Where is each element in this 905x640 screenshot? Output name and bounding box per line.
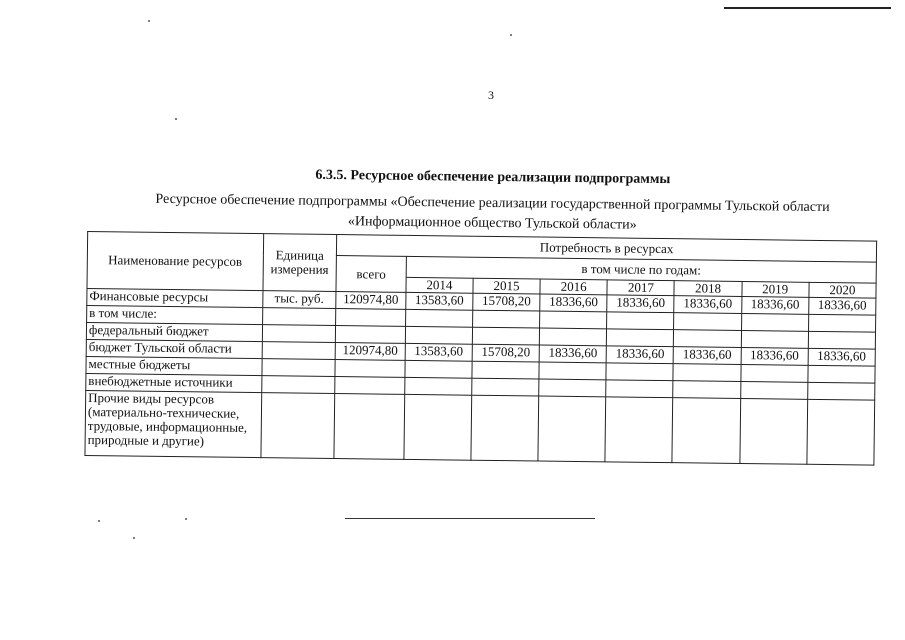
total-cell: 120974,80	[335, 343, 405, 361]
resource-name-cell: бюджет Тульской области	[86, 339, 262, 358]
year-value-cell	[808, 331, 875, 349]
year-value-cell	[539, 362, 606, 380]
year-value-cell	[405, 377, 472, 395]
subtitle-line-2: «Информационное общество Тульской области»	[347, 214, 637, 233]
year-value-cell	[808, 314, 875, 332]
year-value-cell	[807, 382, 874, 400]
year-value-cell	[472, 378, 539, 396]
header-year: 2015	[473, 278, 540, 294]
header-year: 2020	[809, 282, 876, 298]
year-value-cell	[472, 327, 539, 345]
total-cell	[335, 377, 405, 395]
total-cell	[336, 309, 406, 327]
year-value-cell	[473, 310, 540, 328]
year-value-cell	[673, 364, 740, 382]
year-value-cell	[741, 313, 808, 331]
year-value-cell	[607, 329, 674, 347]
unit-cell: тыс. руб.	[262, 291, 336, 309]
year-value-cell: 18336,60	[741, 296, 808, 314]
header-unit: Единица измерения	[263, 234, 337, 292]
total-cell	[335, 326, 405, 344]
year-value-cell: 18336,60	[674, 296, 741, 314]
year-value-cell	[808, 365, 875, 383]
resources-table	[84, 231, 877, 466]
header-total: всего	[336, 256, 406, 293]
year-value-cell	[539, 328, 606, 346]
year-value-cell: 15708,20	[472, 344, 539, 362]
year-value-cell	[674, 330, 741, 348]
year-value-cell	[605, 397, 673, 463]
year-value-cell: 18336,60	[540, 294, 607, 312]
unit-cell	[262, 325, 336, 343]
section-title: 6.3.5. Ресурсное обеспечение реализации подпрограммы	[315, 167, 671, 188]
year-value-cell: 18336,60	[539, 345, 606, 363]
year-value-cell	[540, 311, 607, 329]
resource-name-cell: федеральный бюджет	[86, 322, 262, 341]
year-value-cell	[538, 396, 606, 462]
resource-name-cell: Прочие виды ресурсов (материально-технические, трудовые, информационные, природные и другие)	[85, 390, 261, 457]
scan-speck	[133, 537, 135, 539]
resource-name-cell: Финансовые ресурсы	[87, 288, 263, 307]
year-value-cell: 15708,20	[473, 293, 540, 311]
total-cell: 120974,80	[336, 292, 406, 310]
year-value-cell	[674, 313, 741, 331]
scan-speck	[185, 518, 187, 520]
header-year: 2017	[607, 280, 674, 296]
year-value-cell: 18336,60	[606, 346, 673, 364]
year-value-cell: 18336,60	[741, 347, 808, 365]
scan-speck	[510, 34, 512, 36]
year-value-cell	[740, 381, 807, 399]
resource-name-cell: местные бюджеты	[86, 356, 262, 375]
page-number: 3	[488, 88, 494, 102]
table-row	[85, 390, 875, 465]
year-value-cell	[672, 398, 740, 464]
header-resource-name: Наименование ресурсов	[87, 232, 263, 291]
year-value-cell: 18336,60	[674, 347, 741, 365]
total-cell	[334, 394, 404, 460]
header-year: 2014	[406, 277, 473, 293]
year-value-cell	[606, 363, 673, 381]
year-value-cell	[471, 395, 539, 461]
resource-name-cell: внебюджетные источники	[86, 373, 262, 392]
bottom-rule	[345, 518, 595, 519]
year-value-cell	[740, 364, 807, 382]
year-value-cell: 13583,60	[406, 292, 473, 310]
year-value-cell	[741, 330, 808, 348]
resource-name-cell: в том числе:	[87, 305, 263, 324]
scan-speck	[148, 20, 150, 22]
header-need: Потребность в ресурсах	[337, 235, 877, 263]
header-year: 2016	[540, 279, 607, 295]
header-by-years: в том числе по годам:	[406, 256, 876, 283]
year-value-cell	[606, 380, 673, 398]
year-value-cell	[739, 398, 807, 464]
year-value-cell	[539, 379, 606, 397]
unit-cell	[260, 393, 334, 459]
header-year: 2019	[742, 281, 809, 297]
total-cell	[335, 360, 405, 378]
year-value-cell	[404, 394, 472, 460]
year-value-cell: 18336,60	[808, 348, 875, 366]
unit-cell	[261, 376, 335, 394]
year-value-cell	[673, 381, 740, 399]
year-value-cell	[405, 360, 472, 378]
unit-cell	[262, 308, 336, 326]
year-value-cell	[607, 312, 674, 330]
scan-speck	[98, 520, 100, 522]
year-value-cell	[807, 399, 875, 465]
year-value-cell: 13583,60	[405, 343, 472, 361]
header-year: 2018	[674, 281, 741, 297]
subtitle-line-1: Ресурсное обеспечение подпрограммы «Обеспечение реализации государственной программы Тульской области	[155, 191, 830, 216]
year-value-cell	[405, 326, 472, 344]
year-value-cell	[405, 309, 472, 327]
unit-cell	[261, 359, 335, 377]
year-value-cell: 18336,60	[607, 295, 674, 313]
unit-cell	[262, 342, 336, 360]
top-rule	[724, 7, 891, 9]
year-value-cell: 18336,60	[808, 297, 875, 315]
scan-speck	[175, 118, 177, 120]
document-body	[84, 165, 877, 466]
year-value-cell	[472, 361, 539, 379]
